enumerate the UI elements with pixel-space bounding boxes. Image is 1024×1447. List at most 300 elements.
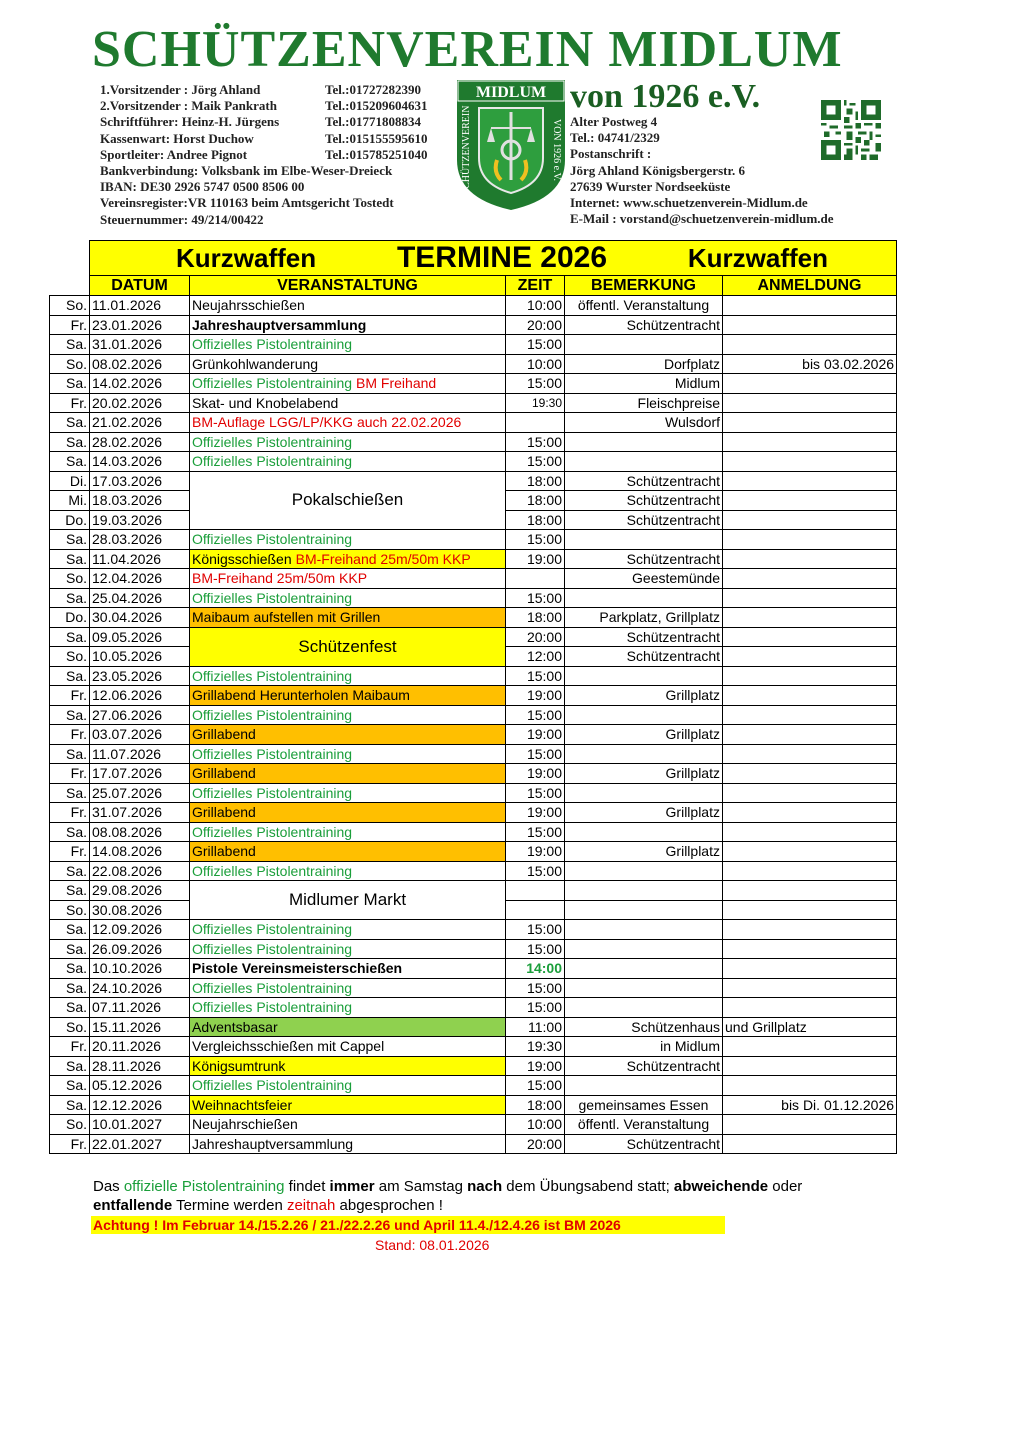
row-event: Offizielles Pistolentraining bbox=[190, 744, 506, 764]
row-time: 18:00 bbox=[506, 510, 565, 530]
iban: IBAN: DE30 2926 5747 0500 8506 00 bbox=[100, 179, 305, 195]
board-role: Schriftführer: Heinz-H. Jürgens bbox=[100, 114, 280, 130]
board-tel: Tel.:015785251040 bbox=[325, 146, 428, 162]
row-date: 11.04.2026 bbox=[90, 549, 190, 569]
row-time: 19:00 bbox=[506, 725, 565, 745]
row-anmeldung bbox=[723, 842, 897, 862]
stand-date: Stand: 08.01.2026 bbox=[375, 1237, 490, 1253]
table-row bbox=[50, 783, 897, 803]
row-time: 15:00 bbox=[506, 744, 565, 764]
row-event: Offizielles Pistolentraining bbox=[190, 705, 506, 725]
note-text: Termine werden bbox=[172, 1197, 287, 1214]
row-event: Offizielles Pistolentraining bbox=[190, 452, 506, 472]
table-row bbox=[50, 1037, 897, 1057]
row-date: 30.08.2026 bbox=[90, 900, 190, 920]
row-anmeldung bbox=[723, 413, 897, 433]
row-bemerkung: Schützenhaus bbox=[565, 1017, 723, 1037]
row-day: Fr. bbox=[50, 842, 90, 862]
row-time: 19:00 bbox=[506, 842, 565, 862]
table-row bbox=[50, 608, 897, 628]
qr-code-icon[interactable] bbox=[821, 100, 881, 160]
row-date: 22.08.2026 bbox=[90, 861, 190, 881]
row-day: Sa. bbox=[50, 413, 90, 433]
row-bemerkung bbox=[565, 335, 723, 355]
row-anmeldung bbox=[723, 764, 897, 784]
row-bemerkung: Midlum bbox=[565, 374, 723, 394]
row-anmeldung bbox=[723, 978, 897, 998]
row-time: 10:00 bbox=[506, 1115, 565, 1135]
row-time: 19:30 bbox=[506, 393, 565, 413]
row-time: 19:00 bbox=[506, 1056, 565, 1076]
note-text: immer bbox=[329, 1178, 375, 1195]
table-row bbox=[50, 569, 897, 589]
row-anmeldung bbox=[723, 881, 897, 901]
board-tel: Tel.:015155595610 bbox=[325, 130, 428, 146]
row-bemerkung bbox=[565, 978, 723, 998]
note-text: abgesprochen ! bbox=[335, 1197, 443, 1214]
board-row bbox=[100, 147, 427, 163]
board-row bbox=[100, 114, 427, 130]
row-anmeldung: bis 03.02.2026 bbox=[723, 354, 897, 374]
board-role: Kassenwart: Horst Duchow bbox=[100, 130, 254, 146]
row-event: Schützenfest bbox=[190, 627, 506, 666]
row-day: Sa. bbox=[50, 666, 90, 686]
table-row bbox=[50, 822, 897, 842]
row-bemerkung bbox=[565, 959, 723, 979]
row-day: Sa. bbox=[50, 705, 90, 725]
board-row bbox=[100, 82, 427, 98]
row-time: 18:00 bbox=[506, 608, 565, 628]
table-row bbox=[50, 861, 897, 881]
row-day: Fr. bbox=[50, 764, 90, 784]
row-date: 14.02.2026 bbox=[90, 374, 190, 394]
row-day: So. bbox=[50, 569, 90, 589]
row-bemerkung bbox=[565, 900, 723, 920]
row-anmeldung bbox=[723, 666, 897, 686]
row-date: 24.10.2026 bbox=[90, 978, 190, 998]
row-anmeldung bbox=[723, 939, 897, 959]
table-row bbox=[50, 296, 897, 316]
row-day: Fr. bbox=[50, 725, 90, 745]
header-veranstaltung: VERANSTALTUNG bbox=[190, 276, 506, 296]
row-date: 19.03.2026 bbox=[90, 510, 190, 530]
row-time: 12:00 bbox=[506, 647, 565, 667]
note-text: am Samstag bbox=[374, 1178, 468, 1195]
banner-right: Kurzwaffen bbox=[687, 243, 829, 273]
row-time: 15:00 bbox=[506, 374, 565, 394]
header-zeit: ZEIT bbox=[506, 276, 565, 296]
row-day: Sa. bbox=[50, 588, 90, 608]
row-anmeldung bbox=[723, 725, 897, 745]
row-date: 15.11.2026 bbox=[90, 1017, 190, 1037]
row-event: Grillabend bbox=[190, 764, 506, 784]
row-time: 18:00 bbox=[506, 471, 565, 491]
schedule-rows bbox=[50, 296, 897, 1154]
row-day: Sa. bbox=[50, 978, 90, 998]
row-day: Sa. bbox=[50, 1056, 90, 1076]
row-anmeldung bbox=[723, 510, 897, 530]
row-date: 27.06.2026 bbox=[90, 705, 190, 725]
row-anmeldung bbox=[723, 861, 897, 881]
row-time: 15:00 bbox=[506, 783, 565, 803]
row-event: Offizielles Pistolentraining bbox=[190, 1076, 506, 1096]
row-bemerkung bbox=[565, 666, 723, 686]
row-date: 20.02.2026 bbox=[90, 393, 190, 413]
row-time: 11:00 bbox=[506, 1017, 565, 1037]
row-bemerkung bbox=[565, 705, 723, 725]
row-time: 15:00 bbox=[506, 666, 565, 686]
row-bemerkung: Wulsdorf bbox=[565, 413, 723, 433]
row-date: 28.02.2026 bbox=[90, 432, 190, 452]
row-anmeldung bbox=[723, 491, 897, 511]
row-day: Sa. bbox=[50, 452, 90, 472]
board-role: Sportleiter: Andree Pignot bbox=[100, 146, 248, 162]
board-role: 2.Vorsitzender : Maik Pankrath bbox=[100, 98, 277, 114]
row-event: Grillabend Herunterholen Maibaum bbox=[190, 686, 506, 706]
row-day: Sa. bbox=[50, 920, 90, 940]
row-bemerkung: Grillplatz bbox=[565, 725, 723, 745]
founded-since: von 1926 e.V. bbox=[570, 78, 761, 115]
row-bemerkung bbox=[565, 939, 723, 959]
row-anmeldung bbox=[723, 1076, 897, 1096]
row-anmeldung bbox=[723, 452, 897, 472]
bank-info: Bankverbindung: Volksbank im Elbe-Weser-Dreieck bbox=[100, 163, 393, 179]
row-event: Vergleichsschießen mit Cappel bbox=[190, 1037, 506, 1057]
row-day: Sa. bbox=[50, 822, 90, 842]
row-day: So. bbox=[50, 296, 90, 316]
row-event: Offizielles Pistolentraining bbox=[190, 335, 506, 355]
row-date: 07.11.2026 bbox=[90, 998, 190, 1018]
row-event: Grillabend bbox=[190, 725, 506, 745]
table-row bbox=[50, 666, 897, 686]
row-time: 15:00 bbox=[506, 452, 565, 472]
row-date: 23.05.2026 bbox=[90, 666, 190, 686]
table-row bbox=[50, 374, 897, 394]
table-row bbox=[50, 959, 897, 979]
row-time: 18:00 bbox=[506, 491, 565, 511]
table-row bbox=[50, 335, 897, 355]
table-row bbox=[50, 1115, 897, 1135]
row-day: So. bbox=[50, 1017, 90, 1037]
row-bemerkung: Grillplatz bbox=[565, 842, 723, 862]
row-date: 10.01.2027 bbox=[90, 1115, 190, 1135]
row-date: 18.03.2026 bbox=[90, 491, 190, 511]
row-anmeldung bbox=[723, 803, 897, 823]
row-day: Sa. bbox=[50, 959, 90, 979]
row-anmeldung bbox=[723, 998, 897, 1018]
row-bemerkung: Parkplatz, Grillplatz bbox=[565, 608, 723, 628]
row-date: 29.08.2026 bbox=[90, 881, 190, 901]
row-event: BM-Freihand 25m/50m KKP bbox=[190, 569, 506, 589]
row-event: BM-Auflage LGG/LP/KKG auch 22.02.2026 bbox=[190, 413, 506, 433]
board-info bbox=[100, 82, 427, 228]
row-date: 20.11.2026 bbox=[90, 1037, 190, 1057]
row-bemerkung bbox=[565, 1076, 723, 1096]
row-bemerkung: gemeinsames Essen bbox=[565, 1095, 723, 1115]
title-banner bbox=[50, 241, 897, 276]
row-anmeldung bbox=[723, 588, 897, 608]
row-day: Sa. bbox=[50, 627, 90, 647]
row-anmeldung bbox=[723, 1115, 897, 1135]
table-row bbox=[50, 315, 897, 335]
row-event: Midlumer Markt bbox=[190, 881, 506, 920]
row-day: So. bbox=[50, 1115, 90, 1135]
row-time: 15:00 bbox=[506, 861, 565, 881]
event-extra: BM Freihand bbox=[356, 375, 437, 392]
row-event: Grillabend bbox=[190, 803, 506, 823]
row-event: Pokalschießen bbox=[190, 471, 506, 530]
table-row bbox=[50, 1076, 897, 1096]
row-time: 15:00 bbox=[506, 335, 565, 355]
row-anmeldung bbox=[723, 920, 897, 940]
row-event: Grillabend bbox=[190, 842, 506, 862]
column-headers bbox=[50, 276, 897, 296]
row-anmeldung: und Grillplatz bbox=[723, 1017, 897, 1037]
row-anmeldung bbox=[723, 1056, 897, 1076]
row-day: Sa. bbox=[50, 881, 90, 901]
board-tel: Tel.:01727282390 bbox=[325, 82, 421, 97]
row-event: Neujahrschießen bbox=[190, 1115, 506, 1135]
banner-center: TERMINE 2026 bbox=[396, 241, 608, 274]
row-date: 17.07.2026 bbox=[90, 764, 190, 784]
row-event: Offizielles Pistolentraining bbox=[190, 920, 506, 940]
row-event: Offizielles Pistolentraining bbox=[190, 939, 506, 959]
address: Alter Postweg 4 bbox=[570, 114, 658, 129]
row-event: Königsumtrunk bbox=[190, 1056, 506, 1076]
row-day: Sa. bbox=[50, 939, 90, 959]
row-date: 22.01.2027 bbox=[90, 1134, 190, 1154]
row-date: 12.06.2026 bbox=[90, 686, 190, 706]
bm-warning: Achtung ! Im Februar 14./15.2.26 / 21./22.2.26 und April 11.4./12.4.26 ist BM 2026 bbox=[91, 1216, 725, 1234]
row-bemerkung: öffentl. Veranstaltung bbox=[565, 296, 723, 316]
table-row bbox=[50, 530, 897, 550]
table-row bbox=[50, 452, 897, 472]
row-date: 11.07.2026 bbox=[90, 744, 190, 764]
table-row bbox=[50, 1056, 897, 1076]
table-row bbox=[50, 881, 897, 901]
row-bemerkung bbox=[565, 920, 723, 940]
note-text: Das bbox=[93, 1178, 124, 1195]
row-day: Fr. bbox=[50, 803, 90, 823]
table-row bbox=[50, 998, 897, 1018]
row-anmeldung: bis Di. 01.12.2026 bbox=[723, 1095, 897, 1115]
row-event: Neujahrsschießen bbox=[190, 296, 506, 316]
row-bemerkung bbox=[565, 881, 723, 901]
note-text: abweichende bbox=[673, 1178, 769, 1195]
row-anmeldung bbox=[723, 432, 897, 452]
note-text: offizielle Pistolentraining bbox=[123, 1178, 285, 1195]
table-row bbox=[50, 978, 897, 998]
row-day: Sa. bbox=[50, 744, 90, 764]
row-date: 12.12.2026 bbox=[90, 1095, 190, 1115]
row-day: Sa. bbox=[50, 1095, 90, 1115]
tax-number: Steuernummer: 49/214/00422 bbox=[100, 211, 264, 227]
row-event: Adventsbasar bbox=[190, 1017, 506, 1037]
row-bemerkung bbox=[565, 822, 723, 842]
row-event: Maibaum aufstellen mit Grillen bbox=[190, 608, 506, 628]
row-date: 08.02.2026 bbox=[90, 354, 190, 374]
row-event: Offizielles Pistolentraining bbox=[190, 666, 506, 686]
row-date: 17.03.2026 bbox=[90, 471, 190, 491]
row-time: 19:30 bbox=[506, 1037, 565, 1057]
table-row bbox=[50, 725, 897, 745]
row-event bbox=[190, 374, 506, 394]
row-time: 15:00 bbox=[506, 530, 565, 550]
email-link[interactable]: E-Mail : vorstand@schuetzenverein-midlum.de bbox=[570, 211, 834, 227]
header-anmeldung: ANMELDUNG bbox=[723, 276, 897, 296]
row-time: 15:00 bbox=[506, 1076, 565, 1096]
row-event: Offizielles Pistolentraining bbox=[190, 432, 506, 452]
row-day: Sa. bbox=[50, 783, 90, 803]
row-anmeldung bbox=[723, 686, 897, 706]
row-date: 12.04.2026 bbox=[90, 569, 190, 589]
event-main: Königsschießen bbox=[192, 550, 292, 567]
row-bemerkung: Geestemünde bbox=[565, 569, 723, 589]
row-event: Jahreshauptversammlung bbox=[190, 1134, 506, 1154]
row-date: 31.07.2026 bbox=[90, 803, 190, 823]
row-time: 15:00 bbox=[506, 920, 565, 940]
club-title: SCHÜTZENVEREIN MIDLUM bbox=[92, 21, 843, 78]
row-time: 20:00 bbox=[506, 627, 565, 647]
row-anmeldung bbox=[723, 705, 897, 725]
row-anmeldung bbox=[723, 315, 897, 335]
row-day: Di. bbox=[50, 471, 90, 491]
phone: Tel.: 04741/2329 bbox=[570, 130, 660, 146]
row-event: Offizielles Pistolentraining bbox=[190, 783, 506, 803]
row-time: 15:00 bbox=[506, 998, 565, 1018]
row-day: Do. bbox=[50, 608, 90, 628]
row-anmeldung bbox=[723, 471, 897, 491]
row-event: Pistole Vereinsmeisterschießen bbox=[190, 959, 506, 979]
row-date: 03.07.2026 bbox=[90, 725, 190, 745]
row-time: 19:00 bbox=[506, 686, 565, 706]
row-bemerkung bbox=[565, 998, 723, 1018]
row-event: Skat- und Knobelabend bbox=[190, 393, 506, 413]
table-row bbox=[50, 920, 897, 940]
row-date: 25.04.2026 bbox=[90, 588, 190, 608]
row-time: 10:00 bbox=[506, 354, 565, 374]
row-anmeldung bbox=[723, 569, 897, 589]
row-day: Sa. bbox=[50, 432, 90, 452]
row-day: Mi. bbox=[50, 491, 90, 511]
contact-info bbox=[570, 80, 834, 227]
row-bemerkung: in Midlum bbox=[565, 1037, 723, 1057]
row-day: Fr. bbox=[50, 1134, 90, 1154]
row-day: So. bbox=[50, 900, 90, 920]
row-time bbox=[506, 900, 565, 920]
row-time: 19:00 bbox=[506, 549, 565, 569]
row-time: 15:00 bbox=[506, 705, 565, 725]
note-text: oder bbox=[768, 1178, 803, 1195]
event-extra: BM-Freihand 25m/50m KKP bbox=[295, 550, 471, 567]
row-bemerkung: Schützentracht bbox=[565, 627, 723, 647]
row-day: Sa. bbox=[50, 1076, 90, 1096]
row-event: Grünkohlwanderung bbox=[190, 354, 506, 374]
row-bemerkung: Schützentracht bbox=[565, 549, 723, 569]
row-date: 30.04.2026 bbox=[90, 608, 190, 628]
row-event: Offizielles Pistolentraining bbox=[190, 998, 506, 1018]
row-bemerkung: Dorfplatz bbox=[565, 354, 723, 374]
row-date: 25.07.2026 bbox=[90, 783, 190, 803]
row-anmeldung bbox=[723, 647, 897, 667]
row-time bbox=[506, 569, 565, 589]
row-day: Sa. bbox=[50, 998, 90, 1018]
row-day: Sa. bbox=[50, 335, 90, 355]
row-date: 14.08.2026 bbox=[90, 842, 190, 862]
table-row bbox=[50, 1134, 897, 1154]
row-day: So. bbox=[50, 354, 90, 374]
row-date: 31.01.2026 bbox=[90, 335, 190, 355]
row-date: 28.03.2026 bbox=[90, 530, 190, 550]
row-event bbox=[190, 549, 506, 569]
row-time: 18:00 bbox=[506, 1095, 565, 1115]
row-event: Offizielles Pistolentraining bbox=[190, 822, 506, 842]
website-link[interactable]: Internet: www.schuetzenverein-Midlum.de bbox=[570, 195, 808, 211]
row-bemerkung: Grillplatz bbox=[565, 686, 723, 706]
row-bemerkung bbox=[565, 588, 723, 608]
table-row bbox=[50, 1017, 897, 1037]
row-day: Do. bbox=[50, 510, 90, 530]
note-text: zeitnah bbox=[286, 1197, 336, 1214]
header-bemerkung: BEMERKUNG bbox=[565, 276, 723, 296]
row-bemerkung: Schützentracht bbox=[565, 491, 723, 511]
row-time: 15:00 bbox=[506, 822, 565, 842]
table-row bbox=[50, 471, 897, 491]
row-day: Sa. bbox=[50, 530, 90, 550]
table-row bbox=[50, 588, 897, 608]
club-crest-icon bbox=[457, 80, 565, 210]
row-event: Offizielles Pistolentraining bbox=[190, 530, 506, 550]
table-row bbox=[50, 705, 897, 725]
row-date: 14.03.2026 bbox=[90, 452, 190, 472]
row-date: 05.12.2026 bbox=[90, 1076, 190, 1096]
schedule-table bbox=[49, 240, 897, 1154]
table-row bbox=[50, 939, 897, 959]
row-anmeldung bbox=[723, 530, 897, 550]
crest-top-text: MIDLUM bbox=[475, 84, 547, 101]
row-time bbox=[506, 413, 565, 433]
row-bemerkung: Schützentracht bbox=[565, 1056, 723, 1076]
row-bemerkung bbox=[565, 452, 723, 472]
row-date: 26.09.2026 bbox=[90, 939, 190, 959]
row-anmeldung bbox=[723, 335, 897, 355]
row-day: Sa. bbox=[50, 861, 90, 881]
row-bemerkung bbox=[565, 432, 723, 452]
row-bemerkung: öffentl. Veranstaltung bbox=[565, 1115, 723, 1135]
row-time: 20:00 bbox=[506, 1134, 565, 1154]
table-row bbox=[50, 686, 897, 706]
row-bemerkung bbox=[565, 744, 723, 764]
row-date: 23.01.2026 bbox=[90, 315, 190, 335]
note-text: nach bbox=[467, 1178, 503, 1195]
table-row bbox=[50, 744, 897, 764]
row-day: Sa. bbox=[50, 374, 90, 394]
board-tel: Tel.:01771808834 bbox=[325, 114, 421, 130]
row-bemerkung: Schützentracht bbox=[565, 1134, 723, 1154]
row-date: 11.01.2026 bbox=[90, 296, 190, 316]
row-anmeldung bbox=[723, 959, 897, 979]
row-time: 20:00 bbox=[506, 315, 565, 335]
crest-left-text: SCHÜTZENVEREIN bbox=[461, 105, 472, 195]
row-bemerkung: Schützentracht bbox=[565, 471, 723, 491]
post-line-1: Jörg Ahland Königsbergerstr. 6 bbox=[570, 162, 746, 178]
row-event: Offizielles Pistolentraining bbox=[190, 978, 506, 998]
row-anmeldung bbox=[723, 374, 897, 394]
table-row bbox=[50, 393, 897, 413]
board-role: 1.Vorsitzender : Jörg Ahland bbox=[100, 82, 261, 97]
row-date: 10.10.2026 bbox=[90, 959, 190, 979]
row-day: So. bbox=[50, 647, 90, 667]
